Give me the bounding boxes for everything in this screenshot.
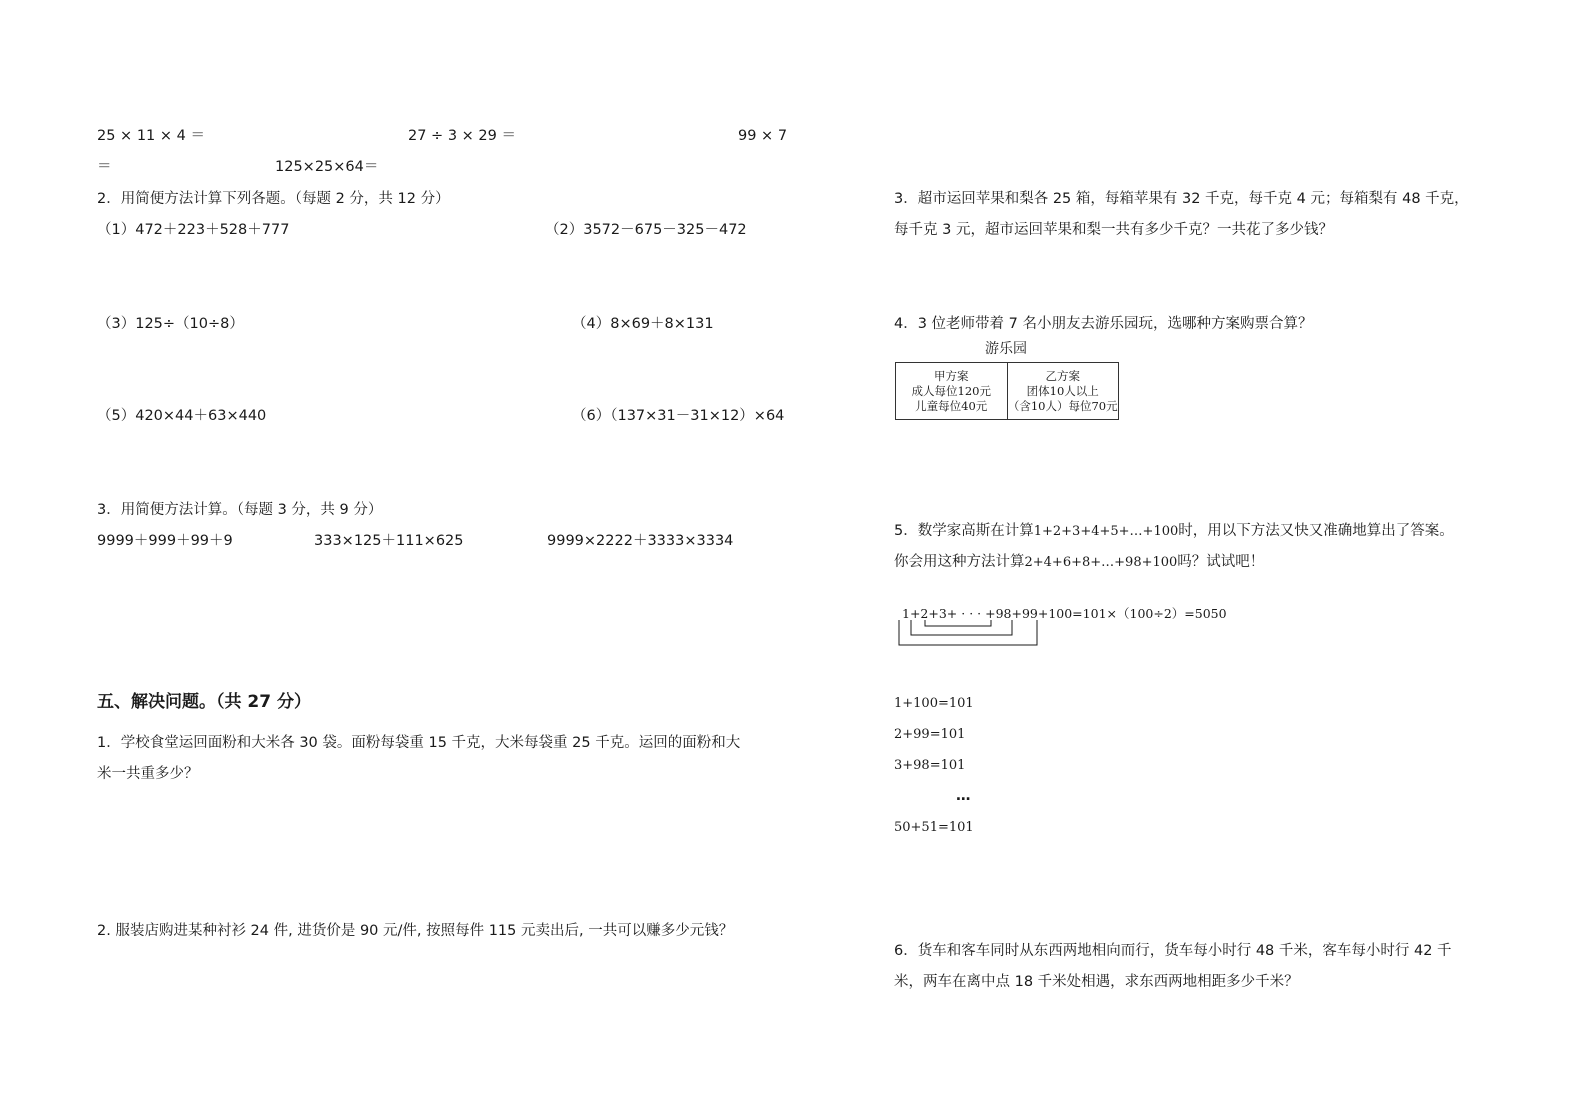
- pair-last: 50+51=101: [894, 820, 974, 835]
- problem5-formula-2: 2+4+6+8+…+98+100: [1024, 555, 1178, 570]
- problem3-line2: 每千克 3 元，超市运回苹果和梨一共有多少千克？一共花了多少钱？: [894, 222, 1333, 238]
- mental-calc-expr-3: 99 × 7: [738, 128, 788, 144]
- q2-item-1: （1）472＋223＋528＋777: [97, 222, 290, 238]
- problem1-line1: 1．学校食堂运回面粉和大米各 30 袋。面粉每袋重 15 千克，大米每袋重 25 千克。运回的面粉和大: [97, 735, 741, 751]
- mental-calc-expr-1: 25 × 11 × 4 ＝: [97, 128, 205, 144]
- problem5-line1-suffix: 时，用以下方法又快又准确地算出了答案。: [1178, 523, 1454, 539]
- plan-b-price: （含10人）每位70元: [1007, 398, 1118, 413]
- plan-a-cell: [896, 363, 1007, 419]
- problem4: 4．3 位老师带着 7 名小朋友去游乐园玩，选哪种方案购票合算？: [894, 316, 1313, 332]
- bracket-outer: [899, 620, 1037, 645]
- q2-item-2: （2）3572－675－325－472: [545, 222, 747, 238]
- q2-item-6: （6）（137×31－31×12）×64: [572, 408, 785, 424]
- plan-b-cell: [1007, 363, 1119, 419]
- problem6-line1: 6．货车和客车同时从东西两地相向而行，货车每小时行 48 千米，客车每小时行 42 千: [894, 943, 1452, 959]
- problem2: 2. 服装店购进某种衬衫 24 件, 进货价是 90 元/件, 按照每件 115 元卖出后, 一共可以赚多少元钱？: [97, 923, 734, 939]
- bracket-inner: [925, 620, 991, 626]
- plan-b-group-size: 团体10人以上: [1026, 383, 1099, 398]
- problem5-line1: [894, 521, 1454, 542]
- pair-1: 1+100=101: [894, 696, 974, 711]
- problem5-line2-prefix: 你会用这种方法计算: [894, 554, 1025, 570]
- q3-item-2: 333×125＋111×625: [314, 533, 464, 549]
- pair-ellipsis: …: [956, 788, 971, 804]
- q3-item-1: 9999＋999＋99＋9: [97, 533, 233, 549]
- problem5-line1-prefix: 5．数学家高斯在计算: [894, 523, 1034, 539]
- problem6-line2: 米，两车在离中点 18 千米处相遇，求东西两地相距多少千米？: [894, 974, 1299, 990]
- problem1-line2: 米一共重多少？: [97, 766, 199, 782]
- section5-heading: 五、解决问题。（共 27 分）: [97, 692, 311, 712]
- problem5-line2-suffix: 吗？试试吧！: [1177, 554, 1265, 570]
- q2-item-5: （5）420×44＋63×440: [97, 408, 267, 424]
- bracket-middle: [911, 620, 1012, 635]
- gauss-pairing-brackets: [897, 612, 1177, 654]
- mental-calc-expr-2: 27 ÷ 3 × 29 ＝: [408, 128, 516, 144]
- q2-item-3: （3）125÷（10÷8）: [97, 316, 244, 332]
- problem5-formula-1: 1+2+3+4+5+…+100: [1033, 524, 1179, 539]
- park-title: 游乐园: [985, 341, 1027, 357]
- pair-3: 3+98=101: [894, 758, 966, 773]
- q3-item-3: 9999×2222＋3333×3334: [547, 533, 734, 549]
- problem5-line2: [894, 552, 1264, 573]
- q2-item-4: （4）8×69＋8×131: [572, 316, 714, 332]
- plan-b-name: 乙方案: [1045, 368, 1080, 383]
- plan-a-adult-price: 成人每位120元: [911, 383, 991, 398]
- problem3-line1: 3．超市运回苹果和梨各 25 箱，每箱苹果有 32 千克，每千克 4 元；每箱梨有 48 千克，: [894, 191, 1469, 207]
- mental-calc-expr-4: 125×25×64＝: [275, 159, 379, 175]
- mental-calc-expr-3-equals: ＝: [97, 159, 112, 175]
- ticket-plan-table: [895, 362, 1119, 420]
- plan-a-child-price: 儿童每位40元: [915, 398, 988, 413]
- gauss-formula: 1+2+3+ · · · +98+99+100=101×（100÷2）=5050: [902, 606, 1227, 621]
- plan-a-name: 甲方案: [934, 368, 969, 383]
- pair-2: 2+99=101: [894, 727, 966, 742]
- q3-title: 3．用简便方法计算。（每题 3 分，共 9 分）: [97, 502, 383, 518]
- q2-title: 2．用简便方法计算下列各题。（每题 2 分，共 12 分）: [97, 191, 450, 207]
